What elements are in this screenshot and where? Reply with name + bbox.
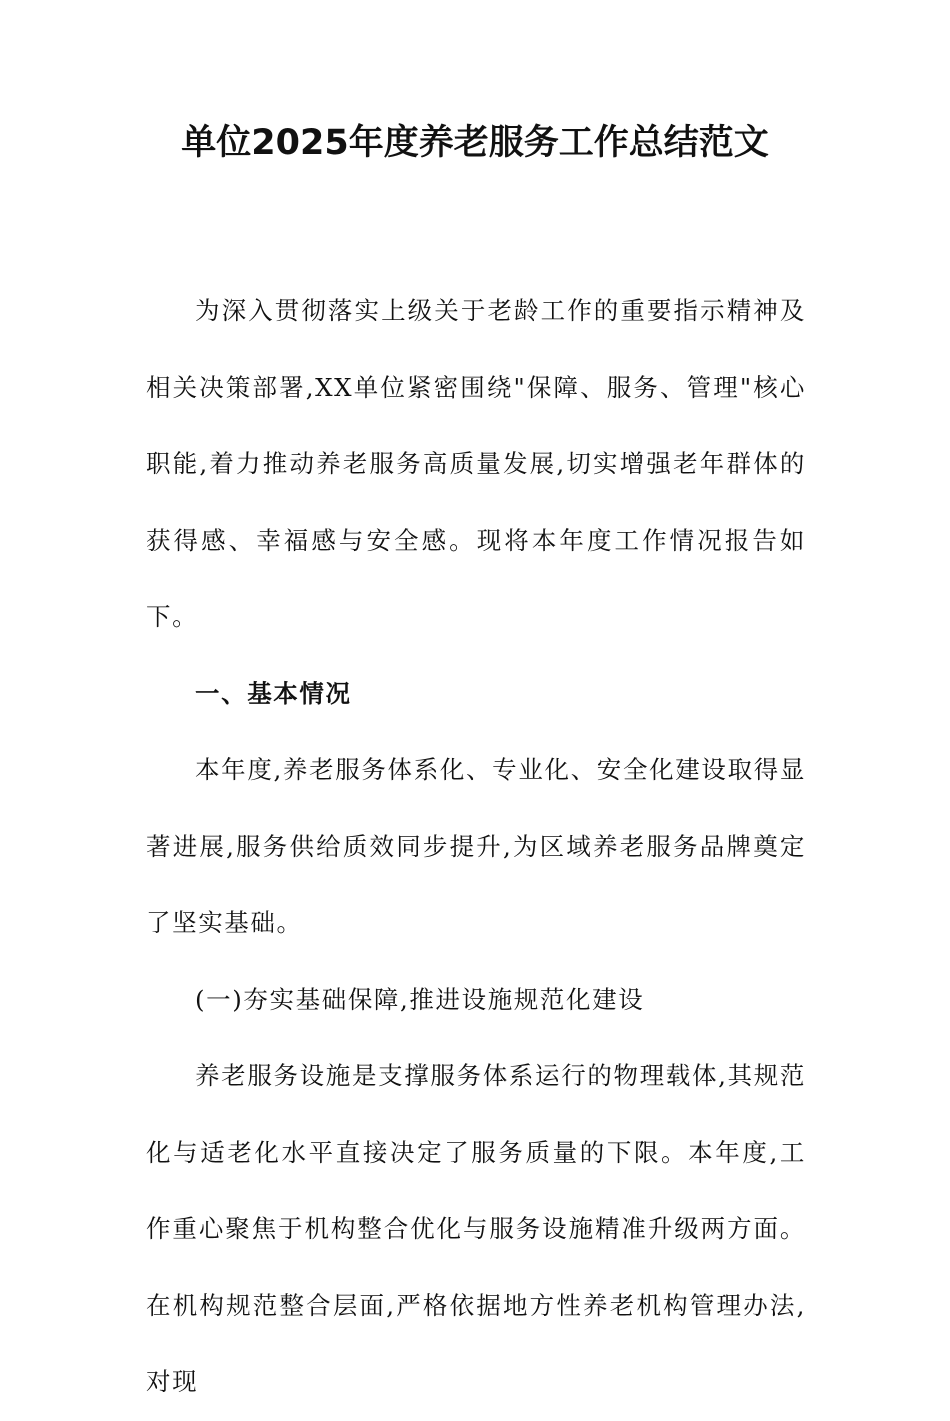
intro-paragraph: 为深入贯彻落实上级关于老龄工作的重要指示精神及相关决策部署,XX单位紧密围绕"保障、服务、管理"核心职能,着力推动养老服务高质量发展,切实增强老年群体的获得感、幸福感与安全感。现将本年度工作情况报告如下。 — [146, 296, 806, 631]
subsection-paragraph: 养老服务设施是支撑服务体系运行的物理载体,其规范化与适老化水平直接决定了服务质量的下限。本年度,工作重心聚焦于机构整合优化与服务设施精准升级两方面。在机构规范整合层面,严格依据地方性养老机构管理办法,对现 — [146, 1061, 806, 1396]
subsection-heading-facilities: (一)夯实基础保障,推进设施规范化建设 — [195, 984, 645, 1014]
document-body — [146, 273, 806, 1421]
document-title: 单位2025年度养老服务工作总结范文 — [181, 123, 769, 163]
section-heading-basic-situation: 一、基本情况 — [195, 678, 352, 708]
section-paragraph: 本年度,养老服务体系化、专业化、安全化建设取得显著进展,服务供给质效同步提升,为区域养老服务品牌奠定了坚实基础。 — [146, 755, 806, 937]
